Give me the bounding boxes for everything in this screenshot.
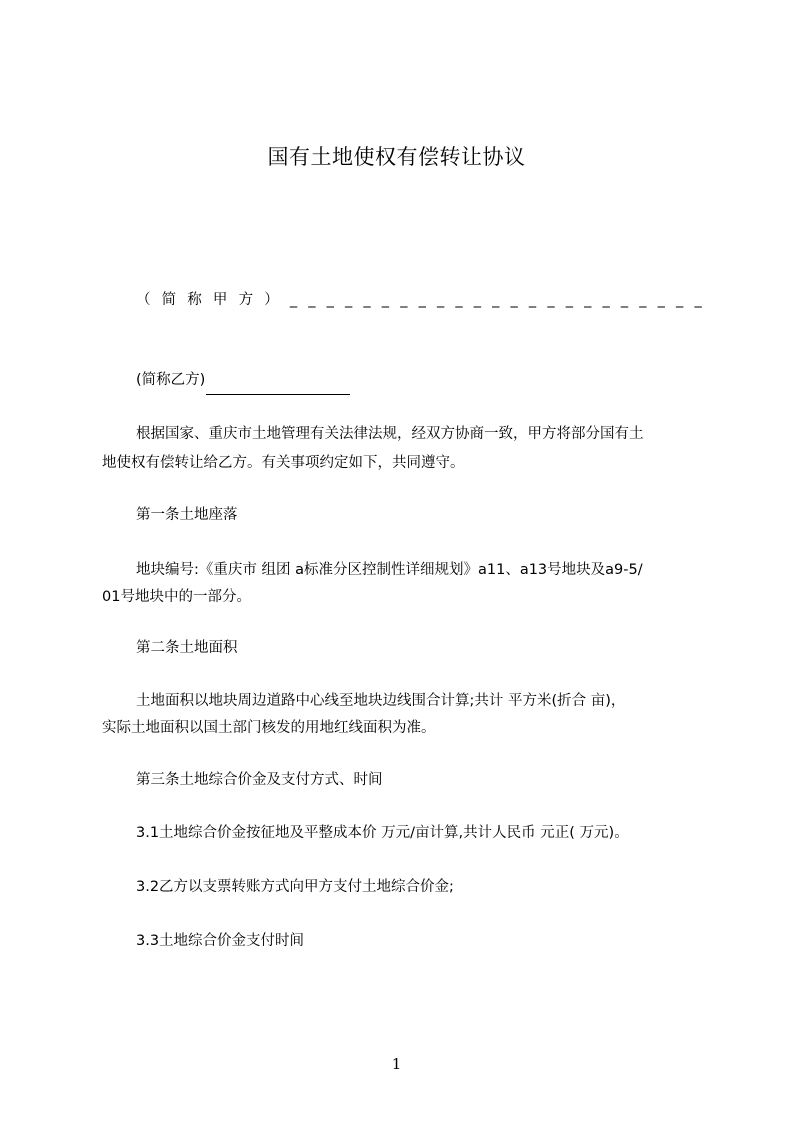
blank-char: _	[657, 292, 665, 308]
article-2-line-2: 实际土地面积以国土部门核发的用地红线面积为准。	[102, 720, 436, 736]
article-3-heading: 第三条土地综合价金及支付方式、时间	[136, 772, 383, 788]
blank-char: _	[492, 292, 500, 308]
party-b-label: (简称乙方)	[136, 372, 206, 388]
article-3-item-2: 3.2乙方以支票转账方式向甲方支付土地综合价金;	[136, 879, 454, 895]
article-1-line-2: 01号地块中的一部分。	[102, 589, 251, 605]
blank-char: _	[565, 292, 573, 308]
blank-char: _	[510, 292, 518, 308]
blank-char: _	[418, 292, 426, 308]
article-1-heading: 第一条土地座落	[136, 507, 238, 523]
preamble-line-1: 根据国家、重庆市土地管理有关法律法规，经双方协商一致，甲方将部分国有土	[136, 426, 644, 442]
blank-char: _	[639, 292, 647, 308]
blank-char: _	[620, 292, 629, 308]
blank-char: _	[473, 292, 481, 308]
blank-char: _	[400, 292, 408, 308]
article-2-line-1: 土地面积以地块周边道路中心线至地块边线围合计算;共计 平方米(折合 亩)，	[136, 693, 626, 709]
party-a-char: ）	[264, 292, 279, 308]
blank-char: _	[363, 292, 371, 308]
article-3-item-1: 3.1土地综合价金按征地及平整成本价 万元/亩计算,共计人民币 元正( 万元)。	[136, 825, 629, 841]
blank-char: _	[602, 292, 610, 308]
document-title: 国有土地使权有偿转让协议	[267, 145, 526, 169]
party-a-char: 方	[238, 292, 254, 308]
article-1-line-1: 地块编号:《重庆市 组团 a标准分区控制性详细规划》a11、a13号地块及a9-5/	[136, 562, 643, 578]
blank-char: _	[289, 292, 298, 308]
blank-char: _	[381, 292, 390, 308]
blank-char: _	[308, 292, 316, 308]
party-b-line	[136, 366, 736, 395]
blank-char: _	[694, 292, 702, 308]
blank-char: _	[326, 292, 334, 308]
party-a-char: 简	[161, 292, 177, 308]
preamble-line-2: 地使权有偿转让给乙方。有关事项约定如下，共同遵守。	[102, 455, 465, 471]
blank-char: _	[584, 292, 592, 308]
article-3-item-3: 3.3土地综合价金支付时间	[136, 933, 305, 949]
party-a-line	[136, 290, 702, 310]
blank-char: _	[547, 292, 555, 308]
blank-char: _	[455, 292, 463, 308]
blank-char: _	[528, 292, 537, 308]
article-2-heading: 第二条土地面积	[136, 640, 238, 656]
page-number: 1	[391, 1055, 402, 1073]
blank-char: _	[676, 292, 684, 308]
blank-char: _	[436, 292, 445, 308]
party-a-char: 甲	[212, 292, 228, 308]
party-a-char: （	[136, 292, 151, 308]
party-b-blank	[206, 378, 350, 395]
blank-char: _	[345, 292, 353, 308]
party-a-char: 称	[187, 292, 202, 308]
